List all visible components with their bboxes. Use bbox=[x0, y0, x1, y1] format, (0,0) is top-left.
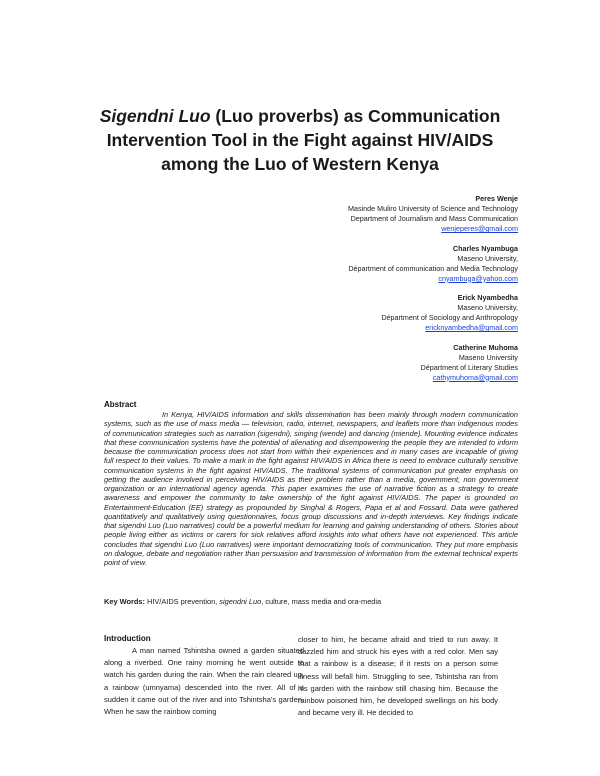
introduction-right-column: closer to him, he became afraid and tried to run away. It dazzled him and struck his eyes with a red color. Men say that a rainbow is a disease; if it rests on a person some illness will befall him. Struggling to see, Tshintsha ran from his garden with the rainbow still chasing him. Because the rainbow poisoned him, he developed swellings on his body and became very ill. He decided to bbox=[298, 635, 498, 718]
introduction-left-column: A man named Tshintsha owned a garden situated along a riverbed. One rainy morning he went outside to watch his garden during the rain. When the rain cleared up, a rainbow (umnyama) descended into the river. All of a sudden it came out of the river and into Tshintsha's garden. When he saw the rainbow coming bbox=[104, 646, 304, 717]
author-name: Charles Nyambuga bbox=[452, 243, 518, 253]
author-block bbox=[348, 293, 518, 333]
author-list bbox=[348, 194, 518, 392]
author-affiliation: Masinde Muliro University of Science and Technology bbox=[347, 204, 518, 213]
introduction-heading: Introduction bbox=[104, 634, 151, 643]
keywords-italic: sigendni Luo bbox=[219, 597, 262, 606]
title-line3: among the Luo of Western Kenya bbox=[161, 154, 439, 174]
author-email-link[interactable]: cathymuhoma@gmail.com bbox=[432, 372, 518, 382]
author-name: Peres Wenje bbox=[475, 194, 518, 203]
author-block bbox=[348, 343, 518, 383]
author-email-link[interactable]: cnyambuga@yahoo.com bbox=[438, 273, 518, 283]
abstract-text: In Kenya, HIV/AIDS information and skills dissemination has been mainly through modern communication systems, such as the use of mass media — television, radio, internet, newspapers, and leaflets more than indigenous modes of communication strategies such as narration (sigendni), singing (wende) and dancing (miende). Mounting evidence indicates that these communication systems have the potential of alienating and disempowering the people they are intended to inform because the communication process does not start from within their experiences and in many cases are incapable of giving full respect to their values. To make a mark in the fight against HIV/AIDS in Africa there is need to embrace culturally sensitive communication systems in the fight against HIV/AIDS. The traditional systems of communication put greater emphasis on getting the audience involved in perceiving HIV/AIDS as their problem rather than a media, government, non government organization or an international agency agenda. This paper examines the use of narrative fiction as a strategy to create awareness and empower the community to take ownership of the fight against HIV/AIDS. The paper is grounded on Entertainment-Education (EE) strategy as propounded by Singhal & Rogers, Papa et al and Fossard. Data were gathered quantitatively and qualitatively using questionnaires, focus group discussions and in-depth interviews. Key findings indicate that sigendni Luo (Luo narratives) could be a powerful medium for learning and gaining understanding of others. Stories about people living either as victims or carers for sick relatives afford insights into what others have not experienced. This article concludes that sigendni Luo (Luo narratives) were important democratizing tools of communication. They put more emphasis on dialogue, debate and negotiation rather than persuasion and transmission of information from the external technical experts point of view. bbox=[104, 410, 518, 567]
author-department: Départment of communication and Media Technology bbox=[348, 263, 518, 273]
title-italic: Sigendni Luo bbox=[99, 106, 211, 126]
keywords-part1: HIV/AIDS prevention, bbox=[144, 597, 220, 606]
author-affiliation: Maseno University bbox=[458, 352, 518, 362]
author-department: Department of Journalism and Mass Communication bbox=[350, 214, 518, 223]
abstract-heading: Abstract bbox=[104, 400, 137, 409]
keywords bbox=[104, 597, 381, 606]
title-line2: Intervention Tool in the Fight against HIV/AIDS bbox=[106, 130, 494, 150]
author-department: Départment of Literary Studies bbox=[420, 362, 518, 372]
author-block bbox=[348, 244, 518, 284]
author-email-link[interactable]: ericknyambedha@gmail.com bbox=[425, 323, 518, 332]
title-line1-rest: (Luo proverbs) as Communication bbox=[210, 106, 501, 126]
author-email-link[interactable]: wenjeperes@gmail.com bbox=[441, 224, 518, 233]
author-affiliation: Maseno University, bbox=[457, 303, 518, 312]
author-name: Catherine Muhoma bbox=[453, 342, 518, 352]
author-name: Erick Nyambedha bbox=[457, 293, 518, 302]
author-block bbox=[348, 194, 518, 234]
author-affiliation: Maseno University, bbox=[457, 253, 518, 263]
keywords-part2: , culture, mass media and ora-media bbox=[261, 597, 382, 606]
paper-title bbox=[60, 104, 540, 176]
author-department: Départment of Sociology and Anthropology bbox=[381, 313, 518, 322]
keywords-label: Key Words: bbox=[104, 597, 145, 606]
